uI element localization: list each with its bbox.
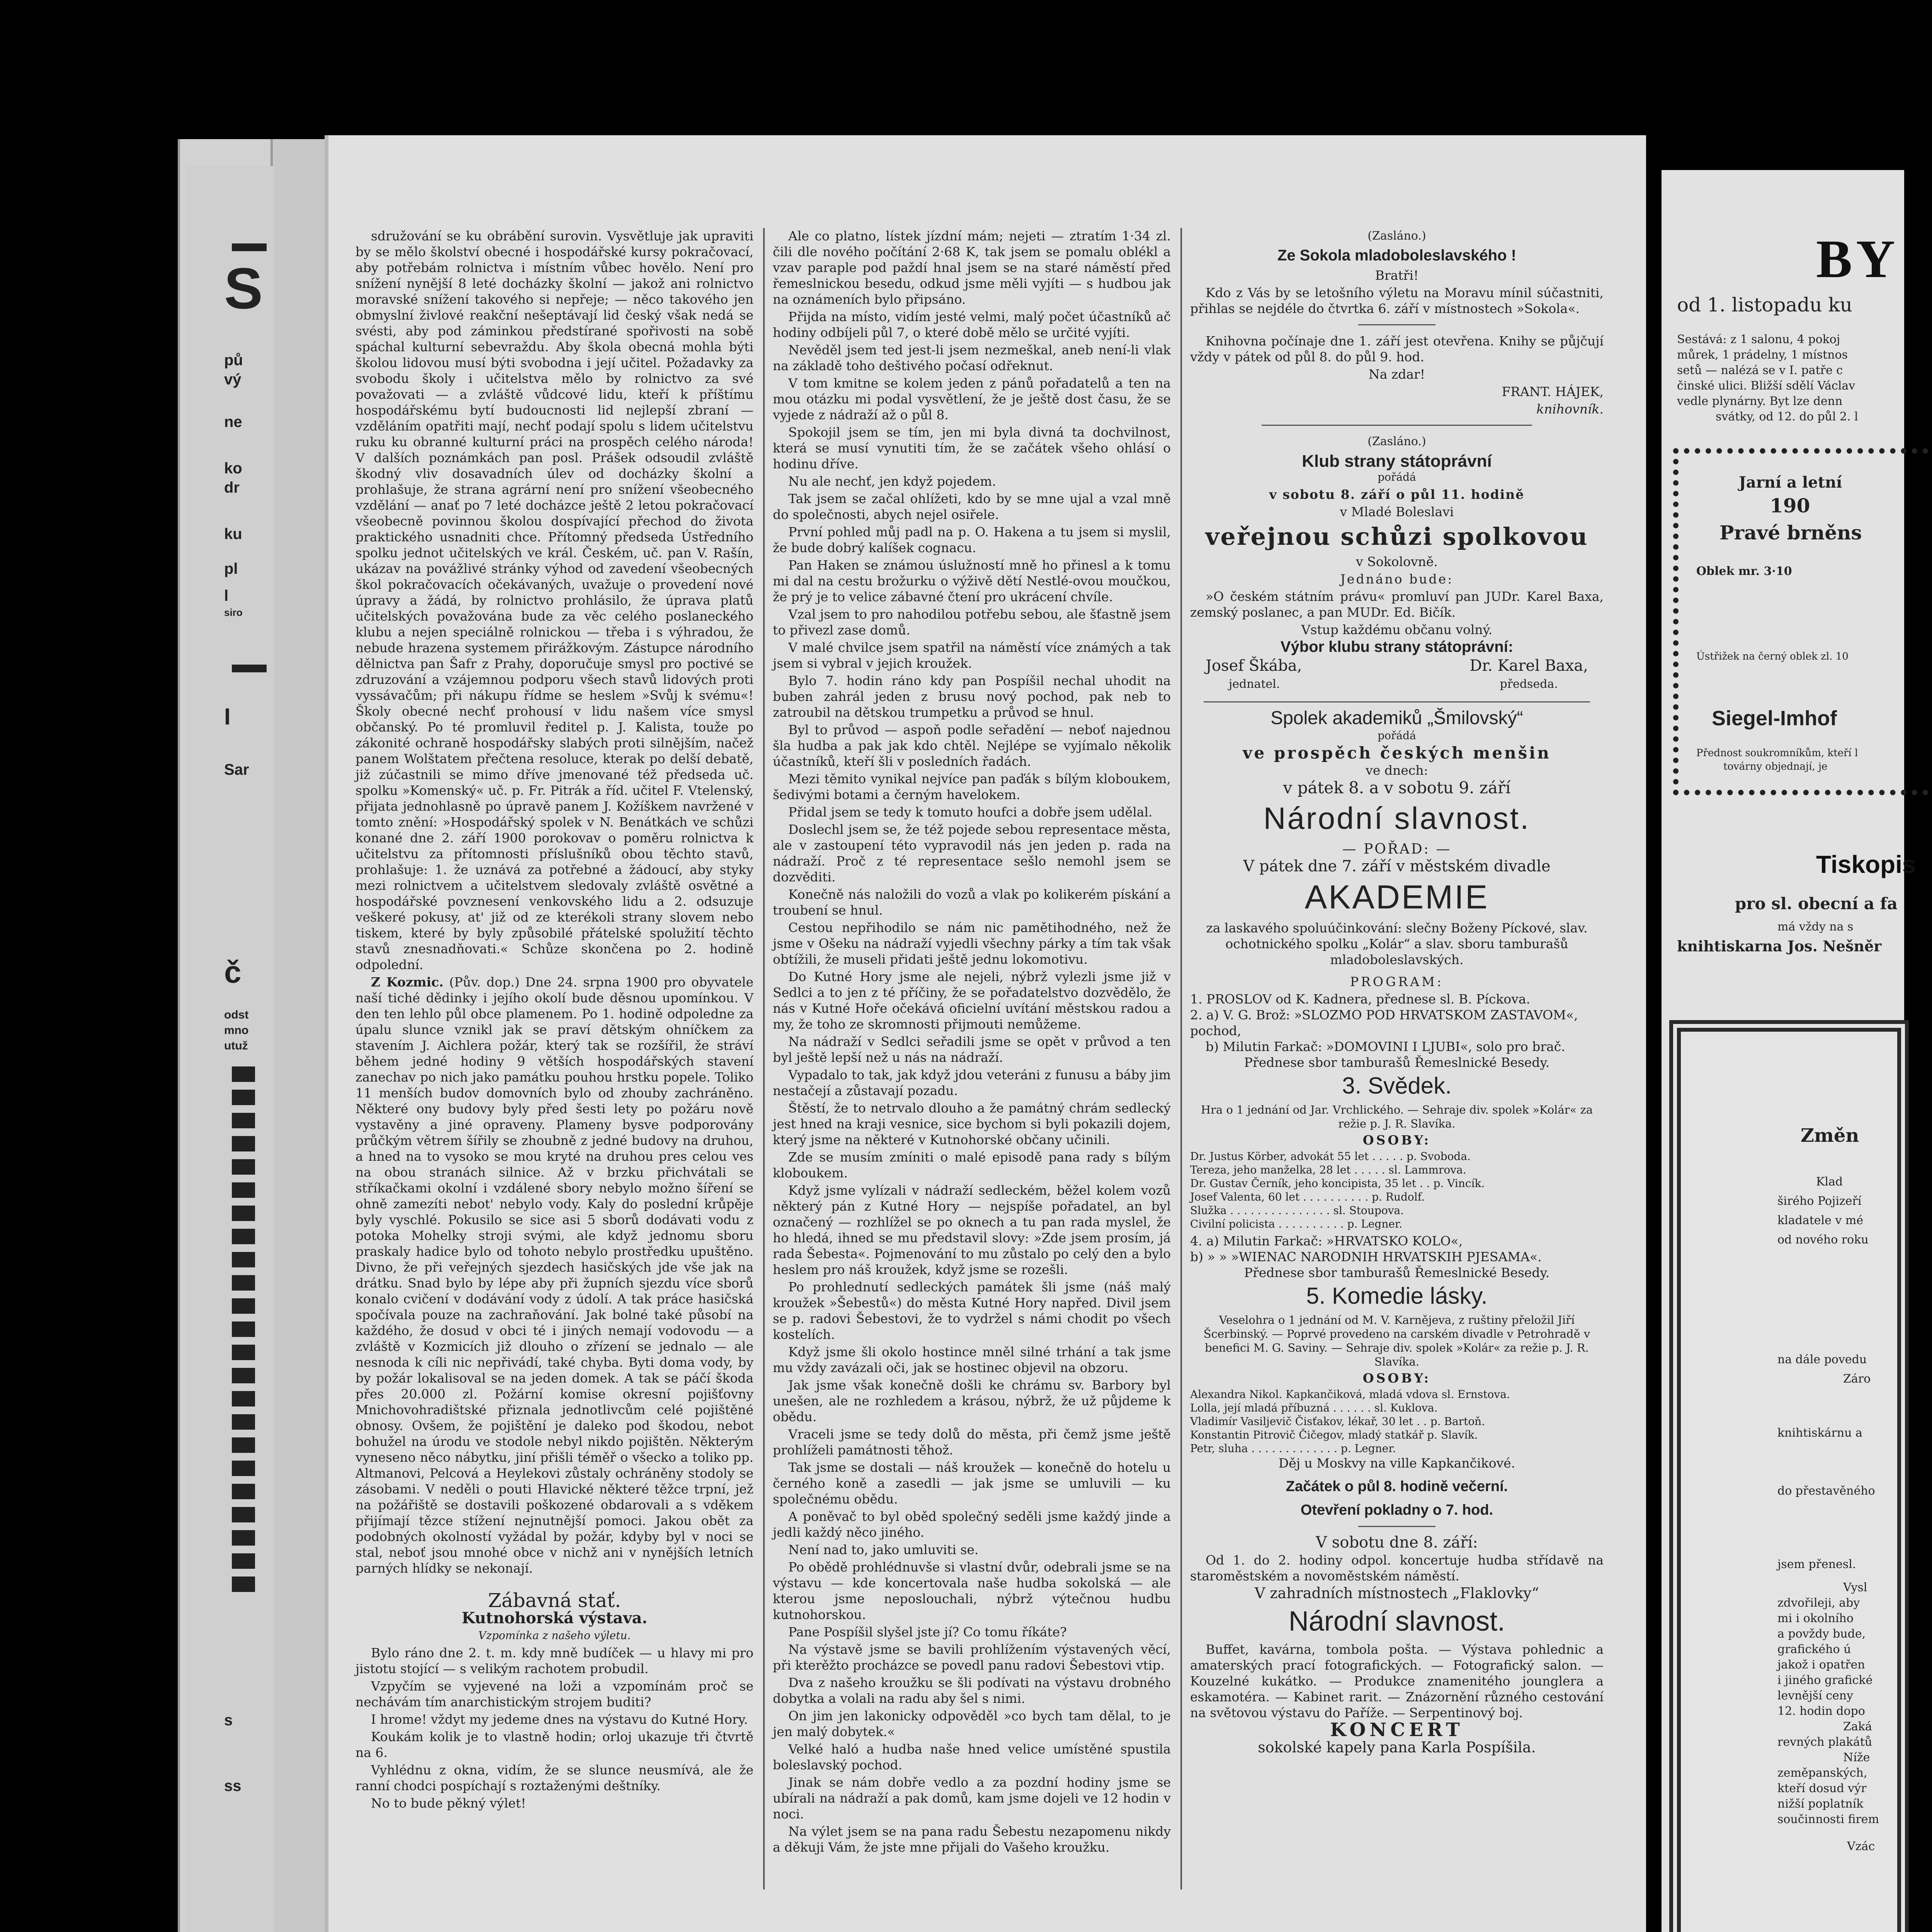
program-item: 1. PROSLOV od K. Kadnera, přednese sl. B. Píckova. xyxy=(1190,992,1531,1007)
vybor: Výbor klubu strany státoprávní: xyxy=(1280,638,1514,655)
separator xyxy=(1358,324,1435,325)
paragraph: Na výstavě jsme se bavili prohlížením výstavených věcí, při kterěžto procházce se povedl panu radovi Šebestovi vtip. xyxy=(773,1642,1171,1673)
cast-item: Služka . . . . . . . . . . . . . . . sl. Stoupova. xyxy=(1190,1204,1404,1217)
paragraph: Když jsme šli okolo hostince mněl silné trhání a tak jsme mu vždy zavázali oči, jak se hostinec objevil na obzoru. xyxy=(773,1344,1171,1375)
cast-item: Vladimír Vasiljevič Čisťakov, lékař, 30 let . . p. Bartoň. xyxy=(1190,1415,1485,1428)
zmena-line: zeměpanských, xyxy=(1777,1766,1867,1780)
paragraph: Pan Haken se známou úslužností mně ho přinesl a k tomu mi dal na cestu brožurku o výživě dětí Nestlé-ovou moučkou, že prý je to velice zábavné čtení pro ukrácení chvíle. xyxy=(773,558,1171,604)
paragraph: sdružování se ku obrábění surovin. Vysvětluje jak upraviti by se mělo školství obecné i hospodářské kursy pokračovací, aby potřebám rolnictva i místním vůbec hovělo. Není pro snížení nynější 8 leté docházky školní — jakož ani rolnictvo moravské snížení takového si nepřeje; — něco takového jen obmyslní živlové reakční nešeptávají lid český však nedá se svésti, aby pod záminkou předstírané spořivosti na sobě spáchal kulturní sebevraždu. Aby škola obecná mohla býti školou lidovou musí býti svobodna i její učitel. Požadavky za svobodu školy i učitelstva mělo by rolnictvo za své považovati — a zvláště vůdcové lidu, kteří k příštímu hospodářskému bytí budoucnosti lid nejlepší zbraní — vzděláním opatřiti mají, nechť podají spolu s lidem učitelstvu ruku ku obranné kulturní práci na prospěch celého národa! V dalších poznámkách pan posl. Prášek odsoudil zvláště škodný vliv dosavadních úlev od docházky školní a prohlašuje, že strana agrární není pro snížení všeobecného vzdělání — anať po 7 leté docházce ještě 2 letou pokračovací všeobecně povinnou školou dospívající přechod do života praktického usnadniti chce. Přítomný předseda Ústředního spolku jednot učitelských ve král. Českém, uč. pan V. Rašín, ukázav na povážlivé stránky výhod od zavedení všeobecných škol pokračovacích očekávaných, uvažuje o provedení nové úpravy a žádá, by rolnictvo prohlásilo, že úprava platů učitelských považována bude za věc celého poslaneckého klubu a nejen speciálně rolnickou — třeba i s výhradou, že nebude hrazena systemem přirážkovým. Zástupce národního dělnictva pan Šafr z Prahy, doporučuje smysl pro poctivé se zdruzování a vzájemnou podporu všech stavů lidových proti vyssávačům; při nákupu řídme se heslem »Svůj k svému«! Školy obecné nechť prohousí v lidu našem více smysl občanský. Po té promluvil ředitel p. J. Kalista, touže po zákonité ochraně hospodářsky slabých proti silnějším, načež panem Wolštatem přečtena resoluce, kterak po delší debatě, již zúčastnili se mimo dříve jmenované též předseda uč. spolku »Komenský« uč. p. Fr. Pitrák a říd. učitel F. Vtelenský, přijata jednohlasně po úpravě panem J. Kožíškem navržené v tomto znění: »Hospodářský spolek v N. Benátkách ve schůzi konané dne 2. září 1900 porokovav o poměru rolnictva k učitelstvu za přítomnosti příslušníků obou těchto stavů, prohlašuje: 1. že uznává za potřebné a žádoucí, aby styky mezi rolnictvem a učitelstvem sledovaly zvláště osvětné a hospodářské povznesení venkovského lidu a 2. odsuzuje veškeré pokusy, at' již od ze kterékoli strany slovem nebo tiskem, které by byly způsobilé přátelské spolužití těchto stavů znesnadňovati.« Schůze skončena po 2. hodině odpolední. xyxy=(355,228,753,972)
jarni-line: Pravé brněns xyxy=(1719,521,1862,544)
deje: Děj u Moskvy na ville Kapkančikové. xyxy=(1278,1456,1515,1471)
jarni-line: Siegel-Imhof xyxy=(1712,707,1837,730)
pokladny: Otevření pokladny o 7. hod. xyxy=(1300,1502,1493,1518)
paragraph: No to bude pěkný výlet! xyxy=(371,1796,526,1811)
paragraph: Koukám kolik je to vlastně hodin; orloj ukazuje tři čtvrtě na 6. xyxy=(355,1729,753,1760)
paragraph: První pohled můj padl na p. O. Hakena a tu jsem si myslil, že bude dobrý kalíšek cognacu. xyxy=(773,524,1171,555)
essay-section-title: Zábavná stať. xyxy=(488,1589,621,1612)
paragraph: Vyhlédnu z okna, vidím, že se slunce neusmívá, ale že ranní chodci pospíchají s roztaženými deštníky. xyxy=(355,1762,753,1793)
left-fragment: utuž xyxy=(224,1039,248,1052)
sobota-line: V sobotu dne 8. září: xyxy=(1316,1534,1478,1551)
previous-page-fragment xyxy=(185,166,274,1932)
separator xyxy=(1204,701,1590,702)
byt-line: můrek, 1 prádelny, 1 místnos xyxy=(1677,348,1848,362)
slavnost2-title: Národní slavnost. xyxy=(1288,1606,1505,1637)
paragraph: Bylo ráno dne 2. t. m. kdy mně budíček — u hlavy mi pro jistotu stojící — s velikým rachotem probudil. xyxy=(355,1645,753,1676)
jarni-line: Ústřižek na černý oblek zl. 10 xyxy=(1696,651,1849,662)
baxa-name: Dr. Karel Baxa, xyxy=(1469,657,1588,675)
paragraph: Štěstí, že to netrvalo dlouho a že památný chrám sedlecký jest hned na kraji vesnice, sice bychom si byli pokazili dojem, který jsme na některé v Kutnohorské občany učinili. xyxy=(773,1100,1171,1147)
paragraph: Jak jsme však konečně došli ke chrámu sv. Barbory byl unešen, ale ne rozhledem a krásou, nýbrž, že už půjdeme k obědu. xyxy=(773,1378,1171,1424)
paragraph: Zde se musím zmíniti o malé episodě pana rady s bílým kloboukem. xyxy=(773,1150,1171,1180)
baxa-role: předseda. xyxy=(1500,677,1558,691)
paragraph: Spokojil jsem se tím, jen mi byla divná ta dochvilnost, která se musí vynutiti tím, že se začátek všeho ohlásí o hodinu dříve. xyxy=(773,425,1171,471)
byt-line: od 1. listopadu ku xyxy=(1677,294,1852,316)
left-fragment: l xyxy=(224,587,229,604)
tiskopis-line: pro sl. obecní a fa xyxy=(1735,894,1898,913)
paragraph: Cestou nepřihodilo se nám nic pamětihodného, než že jsme v Ošeku na nádraží vyjedli všechny párky a tím tak však obtížili, že museli přidati ještě jednu lokomotivu. xyxy=(773,920,1171,967)
paragraph: Do Kutné Hory jsme ale nejeli, nýbrž vylezli jsme již v Sedlci a to jen z té příčiny, že se pořadatelstvo dozvědělo, že nás v Kutné Hoře očekává oficielní uvítání městskou radou a my, že toho ze skromnosti přijmouti nemůžeme. xyxy=(773,969,1171,1032)
slavnost-title: Národní slavnost. xyxy=(1263,801,1531,835)
tiskopis-title: Tiskopis xyxy=(1816,850,1916,878)
bratri: Bratři! xyxy=(1375,268,1419,283)
patek-line: V pátek dne 7. září v městském divadle xyxy=(1243,857,1551,875)
byt-line: činské ulici. Bližší sdělí Václav xyxy=(1677,379,1855,393)
left-fragment: vý xyxy=(224,371,242,388)
left-fragment: s xyxy=(224,1712,233,1729)
paragraph xyxy=(355,974,753,1576)
paragraph: V malé chvilce jsem spatřil na náměstí více známých a tak jsem si vybral v jejich kroužek. xyxy=(773,640,1171,671)
paragraph: Pane Pospíšil slyšel jste jí? Co tomu říkáte? xyxy=(788,1624,1067,1639)
left-fragment: pl xyxy=(224,560,238,577)
paragraph: Velké haló a hudba naše hned velice umístěné spustila boleslavský pochod. xyxy=(773,1742,1171,1772)
paragraph: On jim jen lakonicky odpověděl »co bych tam dělal, to je jen malý dobytek.« xyxy=(773,1708,1171,1739)
newspaper-page xyxy=(325,135,1646,1932)
zmena-line: na dále povedu xyxy=(1777,1353,1867,1366)
zahrada-line: V zahradních místnostech „Flaklovky“ xyxy=(1255,1585,1539,1602)
zmena-title: Změn xyxy=(1801,1125,1859,1146)
paragraph: I hrome! vždyt my jedeme dnes na výstavu do Kutné Hory. xyxy=(371,1712,748,1727)
left-fragment: ne xyxy=(224,413,242,430)
paragraph: Přidal jsem se tedy k tomuto houfci a dobře jsem udělal. xyxy=(788,804,1153,820)
paragraph: Tak jsem se začal ohlížeti, kdo by se mne ujal a vzal mně do společnosti, abych nejel osiřele. xyxy=(773,491,1171,522)
klub-event: veřejnou schůzi spolkovou xyxy=(1205,522,1588,551)
left-fragment: S xyxy=(224,256,263,321)
jarni-line: Oblek mr. 3·10 xyxy=(1696,565,1792,578)
cast-list-2 xyxy=(1190,1388,1604,1455)
zmena-line: Záro xyxy=(1843,1372,1871,1386)
klub-where: v Mladé Boleslavi xyxy=(1340,504,1454,519)
skaba-role: jednatel. xyxy=(1229,677,1280,691)
signatures xyxy=(1190,656,1604,694)
separator xyxy=(1262,425,1532,426)
akademie-title: AKADEMIE xyxy=(1304,879,1489,916)
cast-item: Tereza, jeho manželka, 28 let . . . . . sl. Lammrova. xyxy=(1190,1163,1466,1176)
paragraph: Bylo 7. hodin ráno kdy pan Pospíšil nechal uhodit na buben zahrál jeden z brusu nový pochod, pak neb to zatroubil na dětskou trumpetku a průvod se hnul. xyxy=(773,673,1171,720)
klub-place: v Sokolovně. xyxy=(1356,554,1438,569)
zmena-line: od nového roku xyxy=(1777,1233,1869,1247)
program-item: b) » » »WIENAC NARODNIH HRVATSKIH PJESAMA«. xyxy=(1190,1249,1542,1264)
left-bar xyxy=(232,243,267,251)
spolek-title: Spolek akademiků „Šmilovský“ xyxy=(1270,708,1523,728)
paragraph: Po obědě prohlédnuvše si vlastní dvůr, odebrali jsme se na výstavu — kde koncertovala naše hudba sokolská — ale kterou jsme neposlouchali, nýbrž výtečnou hudbu kutnohorskou. xyxy=(773,1560,1171,1622)
essay-subtitle: Vzpomínka z našeho výletu. xyxy=(478,1629,631,1642)
paragraph: V tom kmitne se kolem jeden z pánů pořadatelů a ten na mou otázku mi podal vysvětlení, že je ještě dost času, že se vyjede z nádraží až o půl 8. xyxy=(773,376,1171,422)
left-fragment: ku xyxy=(224,526,242,543)
klub-when: v sobotu 8. září o půl 11. hodině xyxy=(1269,487,1525,502)
paragraph: A poněvač to byl oběd společný seděli jsme každý jinde a jedli každý něco jiného. xyxy=(773,1509,1171,1540)
column-2 xyxy=(773,228,1171,1857)
paragraph: Nu ale nechť, jen když pojedem. xyxy=(788,474,996,489)
zmena-line: do přestavěného xyxy=(1777,1484,1875,1498)
komedie-text: Veselohra o 1 jednání od M. V. Karnějeva, z ruštiny přeložil Jiří Šcerbinský. — Poprvé provedeno na carském divadle v Petrohradě v benefici M. G. Saviny. — Sehraje div. spolek »Kolár« za režie p. J. R. Slavíka. xyxy=(1203,1313,1590,1368)
left-fragment: č xyxy=(224,955,242,989)
left-fragment: Sar xyxy=(224,761,249,778)
byt-line: Sestává: z 1 salonu, 4 pokoj xyxy=(1677,333,1840,346)
osoby-title: OSOBY: xyxy=(1362,1371,1431,1386)
signature-right xyxy=(1469,656,1588,694)
zmena-line: revných plakátů xyxy=(1777,1735,1872,1749)
left-fragment: odst xyxy=(224,1009,249,1021)
zmena-line: Vzác xyxy=(1847,1840,1875,1853)
porada: pořádá xyxy=(1378,471,1416,483)
left-fragment: mno xyxy=(224,1024,249,1037)
zmena-line: kladatele v mé xyxy=(1777,1214,1864,1227)
svedek-title: 3. Svědek. xyxy=(1342,1073,1452,1099)
zmena-line: 12. hodin dopo xyxy=(1777,1704,1865,1718)
program-list-2 xyxy=(1190,1233,1604,1281)
byt-line: svátky, od 12. do půl 2. l xyxy=(1716,410,1858,423)
paragraph: Byl to průvod — aspoň podle seřadění — neboť najednou šla hudba a pak jak kdo chtěl. Nejlépe se vyjímalo několik účastníků, kteří šli v posledních řadách. xyxy=(773,722,1171,769)
knihovna-text: Knihovna počínaje dne 1. září jest otevřena. Knihy se půjčují vždy v pátek od půl 8. do půl 9. hod. xyxy=(1190,333,1604,364)
left-fragment: dr xyxy=(224,479,240,496)
paragraph: Konečně nás naložili do vozů a vlak po kolikerém pískání a troubení se hnul. xyxy=(773,887,1171,918)
hajek-role: knihovník. xyxy=(1536,401,1604,417)
na-zdar: Na zdar! xyxy=(1368,367,1425,382)
sokol-text: Kdo z Vás by se letošního výletu na Moravu mínil súčastniti, přihlas se nejdéle do čtvrtka 6. září v místnostech »Sokola«. xyxy=(1190,285,1604,316)
slavnost2-text: Buffet, kavárna, tombola pošta. — Výstava pohlednic a amaterských prací fotografických. — Fotografický salon. — Kouzelné kukátko. — Produkce znamenitého jounglera a eskamotéra. — Kabinet rarit. — Znázornění různého cestování na světovou výstavu do Paříže. — Serpentinový boj. xyxy=(1190,1642,1604,1720)
porad: — POŘAD: — xyxy=(1342,841,1452,857)
jarni-line: Jarní a letní xyxy=(1739,473,1842,492)
byt-title: BY xyxy=(1816,229,1899,289)
cast-item: Alexandra Nikol. Kapkančiková, mladá vdova sl. Ernstova. xyxy=(1190,1388,1510,1401)
koncert-title: KONCERT xyxy=(1330,1719,1464,1741)
ve-dnech: ve dnech: xyxy=(1366,763,1428,778)
program-item: b) Milutin Farkač: »DOMOVINI I LJUBI«, solo pro brač. xyxy=(1206,1039,1565,1054)
paragraph: Ale co platno, lístek jízdní mám; nejeti — ztratím 1·34 zl. čili dle nového počítání 2·68 K, tak jsem se pomalu oblékl a vzav paraple pod paždí hnal jsem se na staré náměstí před řemeslnickou besedu, odkud jsme měli vyjíti — s hudbou jak na oznámeních bylo připsáno. xyxy=(773,228,1171,307)
zmena-line: a povždy bude, xyxy=(1777,1627,1866,1641)
jednano: Jednáno bude: xyxy=(1340,571,1454,587)
zmena-line: jsem přenesl. xyxy=(1777,1558,1856,1571)
cast-item: Konstantin Pitrovič Čičegov, mladý statkář p. Slavík. xyxy=(1190,1429,1478,1441)
paragraph: Vraceli jsme se tedy dolů do města, při čemž jsme ještě prohlíželi památnosti těhož. xyxy=(773,1427,1171,1458)
vstup: Vstup každému občanu volný. xyxy=(1301,622,1493,637)
paragraph: Jinak se nám dobře vedlo a za pozdní hodiny jsme se ubírali na nádraží a pak domů, kam jsme dojeli ve 12 hodin v noci. xyxy=(773,1775,1171,1821)
zaslano-label: (Zasláno.) xyxy=(1367,435,1426,448)
byt-line: vedle plynárny. Byt lze denn xyxy=(1677,395,1843,408)
cast-item: Petr, sluha . . . . . . . . . . . . . p. Legner. xyxy=(1190,1442,1396,1455)
zmena-line: knihtiskárnu a xyxy=(1777,1426,1862,1440)
kozmic-lead: Z Kozmic. xyxy=(371,975,444,990)
zmena-line: zdvořileji, aby xyxy=(1777,1596,1860,1610)
klub-program: »O českém státním právu« promluví pan JUDr. Karel Baxa, zemský poslanec, a pan MUDr. Ed. Bičík. xyxy=(1190,589,1604,620)
paragraph: Tak jsme se dostali — náš kroužek — konečně do hotelu u černého koně a zasedli — jak jsme se umluvili — ku společnému obědu. xyxy=(773,1460,1171,1507)
left-fragment: I xyxy=(224,704,231,730)
paragraph: Vzpyčím se vyjevené na loži a vzpomínám proč se nechávám tím anarchistickým strojem buditi? xyxy=(355,1679,753,1709)
cast-item: Josef Valenta, 60 let . . . . . . . . . . p. Rudolf. xyxy=(1190,1190,1425,1203)
komedie-title: 5. Komedie lásky. xyxy=(1306,1283,1488,1309)
sobota-text: Od 1. do 2. hodiny odpol. koncertuje hudba střídavě na staroměstském a novoměstském náměstí. xyxy=(1190,1553,1604,1583)
zmena-line: jakož i opatřen xyxy=(1777,1658,1865,1672)
zmena-line: levnější ceny xyxy=(1777,1689,1854,1702)
program-item: Přednese sbor tamburašů Řemeslnické Besedy. xyxy=(1244,1265,1550,1280)
program-title: PROGRAM: xyxy=(1350,974,1444,989)
paragraph: Na nádraží v Sedlci seřadili jsme se opět v průvod a ten byl ještě lepší než u nás na nádraží. xyxy=(773,1034,1171,1065)
cast-list xyxy=(1190,1150,1604,1231)
cast-item: Dr. Justus Körber, advokát 55 let . . . . . p. Svoboda. xyxy=(1190,1150,1471,1163)
tiskopis-line: knihtiskarna Jos. Nešněr xyxy=(1677,937,1882,955)
zmena-line: Zaká xyxy=(1843,1720,1872,1733)
signature-left xyxy=(1206,656,1302,694)
cast-item: Dr. Gustav Černík, jeho koncipista, 35 let . . p. Vincík. xyxy=(1190,1177,1485,1190)
zaslano-label: (Zasláno.) xyxy=(1367,229,1426,243)
left-bar xyxy=(232,665,267,672)
jarni-line: Přednost soukromníkům, kteří l xyxy=(1696,747,1858,759)
tiskopis-line: má vždy na s xyxy=(1777,920,1854,934)
left-ornament-border xyxy=(232,1066,255,1592)
hajek-name: FRANT. HÁJEK, xyxy=(1502,384,1604,399)
program-item: 4. a) Milutin Farkač: »HRVATSKO KOLO«, xyxy=(1190,1233,1463,1248)
mensiny: ve prospěch českých menšin xyxy=(1243,743,1551,762)
zmena-line: Níže xyxy=(1843,1751,1870,1764)
skaba-name: Josef Škába, xyxy=(1206,657,1302,675)
zmena-line: mi i okolního xyxy=(1777,1612,1854,1625)
paragraph: Dva z našeho kroužku se šli podívati na výstavu drobného dobytka a volali na radu aby šel s nimi. xyxy=(773,1675,1171,1706)
paragraph: Když jsme vylízali v nádraží sedleckém, běžel kolem vozů některý pán z Kutné Hory — nejspíše pořadatel, an byl označený — rozhlížel se po oknech a tu pan rada myslel, že ho hledá, ihned se mu představil slovy: »Zde jsem prosím, já rada Šebesta«. Pojmenování to mu zůstalo po celý den a bylo heslem pro náš kroužek, když jsme se rozešli. xyxy=(773,1183,1171,1277)
paragraph: Není nad to, jako umluviti se. xyxy=(788,1542,979,1557)
dates: v pátek 8. a v sobotu 9. září xyxy=(1283,778,1511,797)
osoby-title: OSOBY: xyxy=(1362,1133,1431,1148)
klub-title: Klub strany státoprávní xyxy=(1302,452,1492,471)
porada: pořádá xyxy=(1378,729,1416,742)
paragraph: Vzal jsem to pro nahodilou potřebu sebou, ale šťastně jsem to přivezl zase domů. xyxy=(773,607,1171,638)
byt-line: setů — nalézá se v I. patře c xyxy=(1677,364,1843,377)
program-item: Přednese sbor tamburašů Řemeslnické Besedy. xyxy=(1244,1055,1550,1070)
paragraph: Přijda na místo, vidím jesté velmi, malý počet účastníků ač hodiny odbíjeli půl 7, o které době mělo se určité vyjíti. xyxy=(773,309,1171,340)
sokol-title: Ze Sokola mladoboleslavského ! xyxy=(1277,247,1516,264)
left-fragment: ss xyxy=(224,1777,242,1794)
program-list xyxy=(1190,991,1604,1070)
left-fragment: siro xyxy=(224,607,243,618)
paragraph: Na výlet jsem se na pana radu Šebestu nezapomenu nikdy a děkuji Vám, že jste mne přijali do Vašeho kroužku. xyxy=(773,1824,1171,1855)
cast-item: Lolla, její mladá příbuzná . . . . . . sl. Kuklova. xyxy=(1190,1401,1438,1414)
paragraph: Doslechl jsem se, že též pojede sebou representace města, ale v zastoupení této vypravodil nás jen jeden p. rada na nádraží. Proč z té representace sešlo nemohl jsem se dozvěditi. xyxy=(773,822,1171,884)
left-fragment: pů xyxy=(224,352,243,369)
zmena-line: grafického ú xyxy=(1777,1643,1851,1656)
zmena-line: nižší poplatník xyxy=(1777,1797,1864,1811)
column-1 xyxy=(355,228,753,1813)
akademie-text: za laskavého spoluúčinkování: slečny Boženy Píckové, slav. ochotnického spolku „Kolár“ a slav. sboru tamburašů mladoboleslavských. xyxy=(1206,920,1588,967)
zacatek: Začátek o půl 8. hodině večerní. xyxy=(1286,1478,1508,1495)
paragraph: Vypadalo to tak, jak když jdou veteráni z funusu a báby jim nestačejí a zůstavají pozadu. xyxy=(773,1067,1171,1098)
zmena-line: Klad xyxy=(1816,1175,1843,1189)
jarni-line: 190 xyxy=(1770,494,1810,517)
zmena-line: součinnosti firem xyxy=(1777,1813,1879,1826)
zmena-line: Vysl xyxy=(1843,1581,1867,1594)
koncert-text: sokolské kapely pana Karla Pospíšila. xyxy=(1258,1739,1536,1756)
kozmic-text: (Pův. dop.) Dne 24. srpna 1900 pro obyvatele naší tiché dědinky i jejího okolí bude děsnou upomínkou. V den ten lehlo půl obce plamenem. Po 1. hodině odpoledne za úpalu slunce vznikl jak se praví dětským ohníčkem za stavením J. Aichlera požár, který tak se rozšířil, že stráví během jedné hodiny 9 větších hospodářských stavení zanechav po nich jako památku pouhou hrstku popele. Toliko 11 menších budov domovních bylo od zhouby zachráněno. Některé ony budovy byly před šesti lety po požáru nově vystavěny a jiné opraveny. Plameny bysve podporovány průčkým větrem šířily se zhoubně z jedné budovy na druhou, a hned na to vysoko se mou kryté na druhou pres celou ves na obou stranách silnice. Až v brzku přichvátali se stříkačkami okolní i vzdálené sbory nebylo možno šíření se ohně zamezíti nebot' nebylo vody. Kaly do poslední krůpěje byly vyschlé. Pokusilo se sice asi 5 sborů dodávati vodu z potoka Mohelky stroji svými, ale když jednomu sboru praskaly hadice bylo od tohoto nebylo prostředku upuštěno. Divno, že při veřejných sjezdech hasičských jde vše jak na drátku. Snad bylo by lépe aby při župních sjezdu více sborů konalo cvičení v dodávání vody z údolí. A tak práce hasičská spočívala pouze na zachraňování. Jak bolné také působí na každého, že dosud v obci té i jiných nemají vodovodu — a zvláště v Kozmicích již dlouho o zřízení se jednalo — ale nesnoda k cíli nic nepřivádí, také chyba. Byti doma vody, by by požár lokalisoval se na jeden domek. A tak se páčí škoda přes 20.000 zl. Požární komise okresní pojišťovny Mnichovohradištské přiznala jednotlivcům celé pojištěné obnosy. Ovšem, že pojištění je daleko pod škodou, nebot bohužel na úrodu ve stodole nebyl nikdo pojištěn. Některým vyneseno něco nábytku, jiní přišli téměř o všecko a toliko pp. Altmanovi, Pelcová a Heylekovi zůstaly ochráněny stodoly se zásobami. V neděli o pouti Hlavické některé těžce trpní, jež na požářiště se dostavili poškozené obdarovali a s vděkem přijímají tězce stížení nejnutnější pomoci. Jakou obět za podobných okolností vyžádal by požár, kdyby byl v noci se stal, neboť jsou mnohé obce v nichž ani v nynějších letních parných hlídky se nekonají. xyxy=(355,975,753,1576)
paragraph: Po prohlednutí sedleckých památek šli jsme (náš malý kroužek »Šebestů«) do města Kutné Hory napřed. Divil jsem se p. radovi Šebestovi, že to vydržel s námi chodit po všech kostelích. xyxy=(773,1279,1171,1342)
column-rule xyxy=(763,228,765,1889)
zmena-line: širého Pojizeří xyxy=(1777,1194,1862,1208)
zmena-line: i jiného grafické xyxy=(1777,1673,1873,1687)
essay-heading: Kutnohorská výstava. xyxy=(461,1609,648,1627)
column-3 xyxy=(1190,228,1604,1757)
paragraph: Mezi těmito vynikal nejvíce pan paďák s bílým kloboukem, šedivými botami a černým havelokem. xyxy=(773,771,1171,802)
svedek-text: Hra o 1 jednání od Jar. Vrchlického. — Sehraje div. spolek »Kolár« za režie p. J. R. Slavíka. xyxy=(1201,1103,1593,1130)
zmena-line: kteří dosud výr xyxy=(1777,1782,1867,1795)
program-item: 2. a) V. G. Brož: »SLOZMO POD HRVATSKOM ZASTAVOM«, pochod, xyxy=(1190,1007,1578,1038)
paragraph: Nevěděl jsem ted jest-li jsem nezmeškal, aneb není-li vlak na základě toho deštivého počasí odřeknut. xyxy=(773,342,1171,373)
left-fragment: ko xyxy=(224,460,242,477)
column-rule xyxy=(1180,228,1182,1889)
separator xyxy=(1358,1526,1435,1527)
next-page-fragment xyxy=(1662,170,1916,1932)
jarni-line: továrny objednají, je xyxy=(1723,761,1828,772)
cast-item: Civilní policista . . . . . . . . . . p. Legner. xyxy=(1190,1218,1403,1230)
